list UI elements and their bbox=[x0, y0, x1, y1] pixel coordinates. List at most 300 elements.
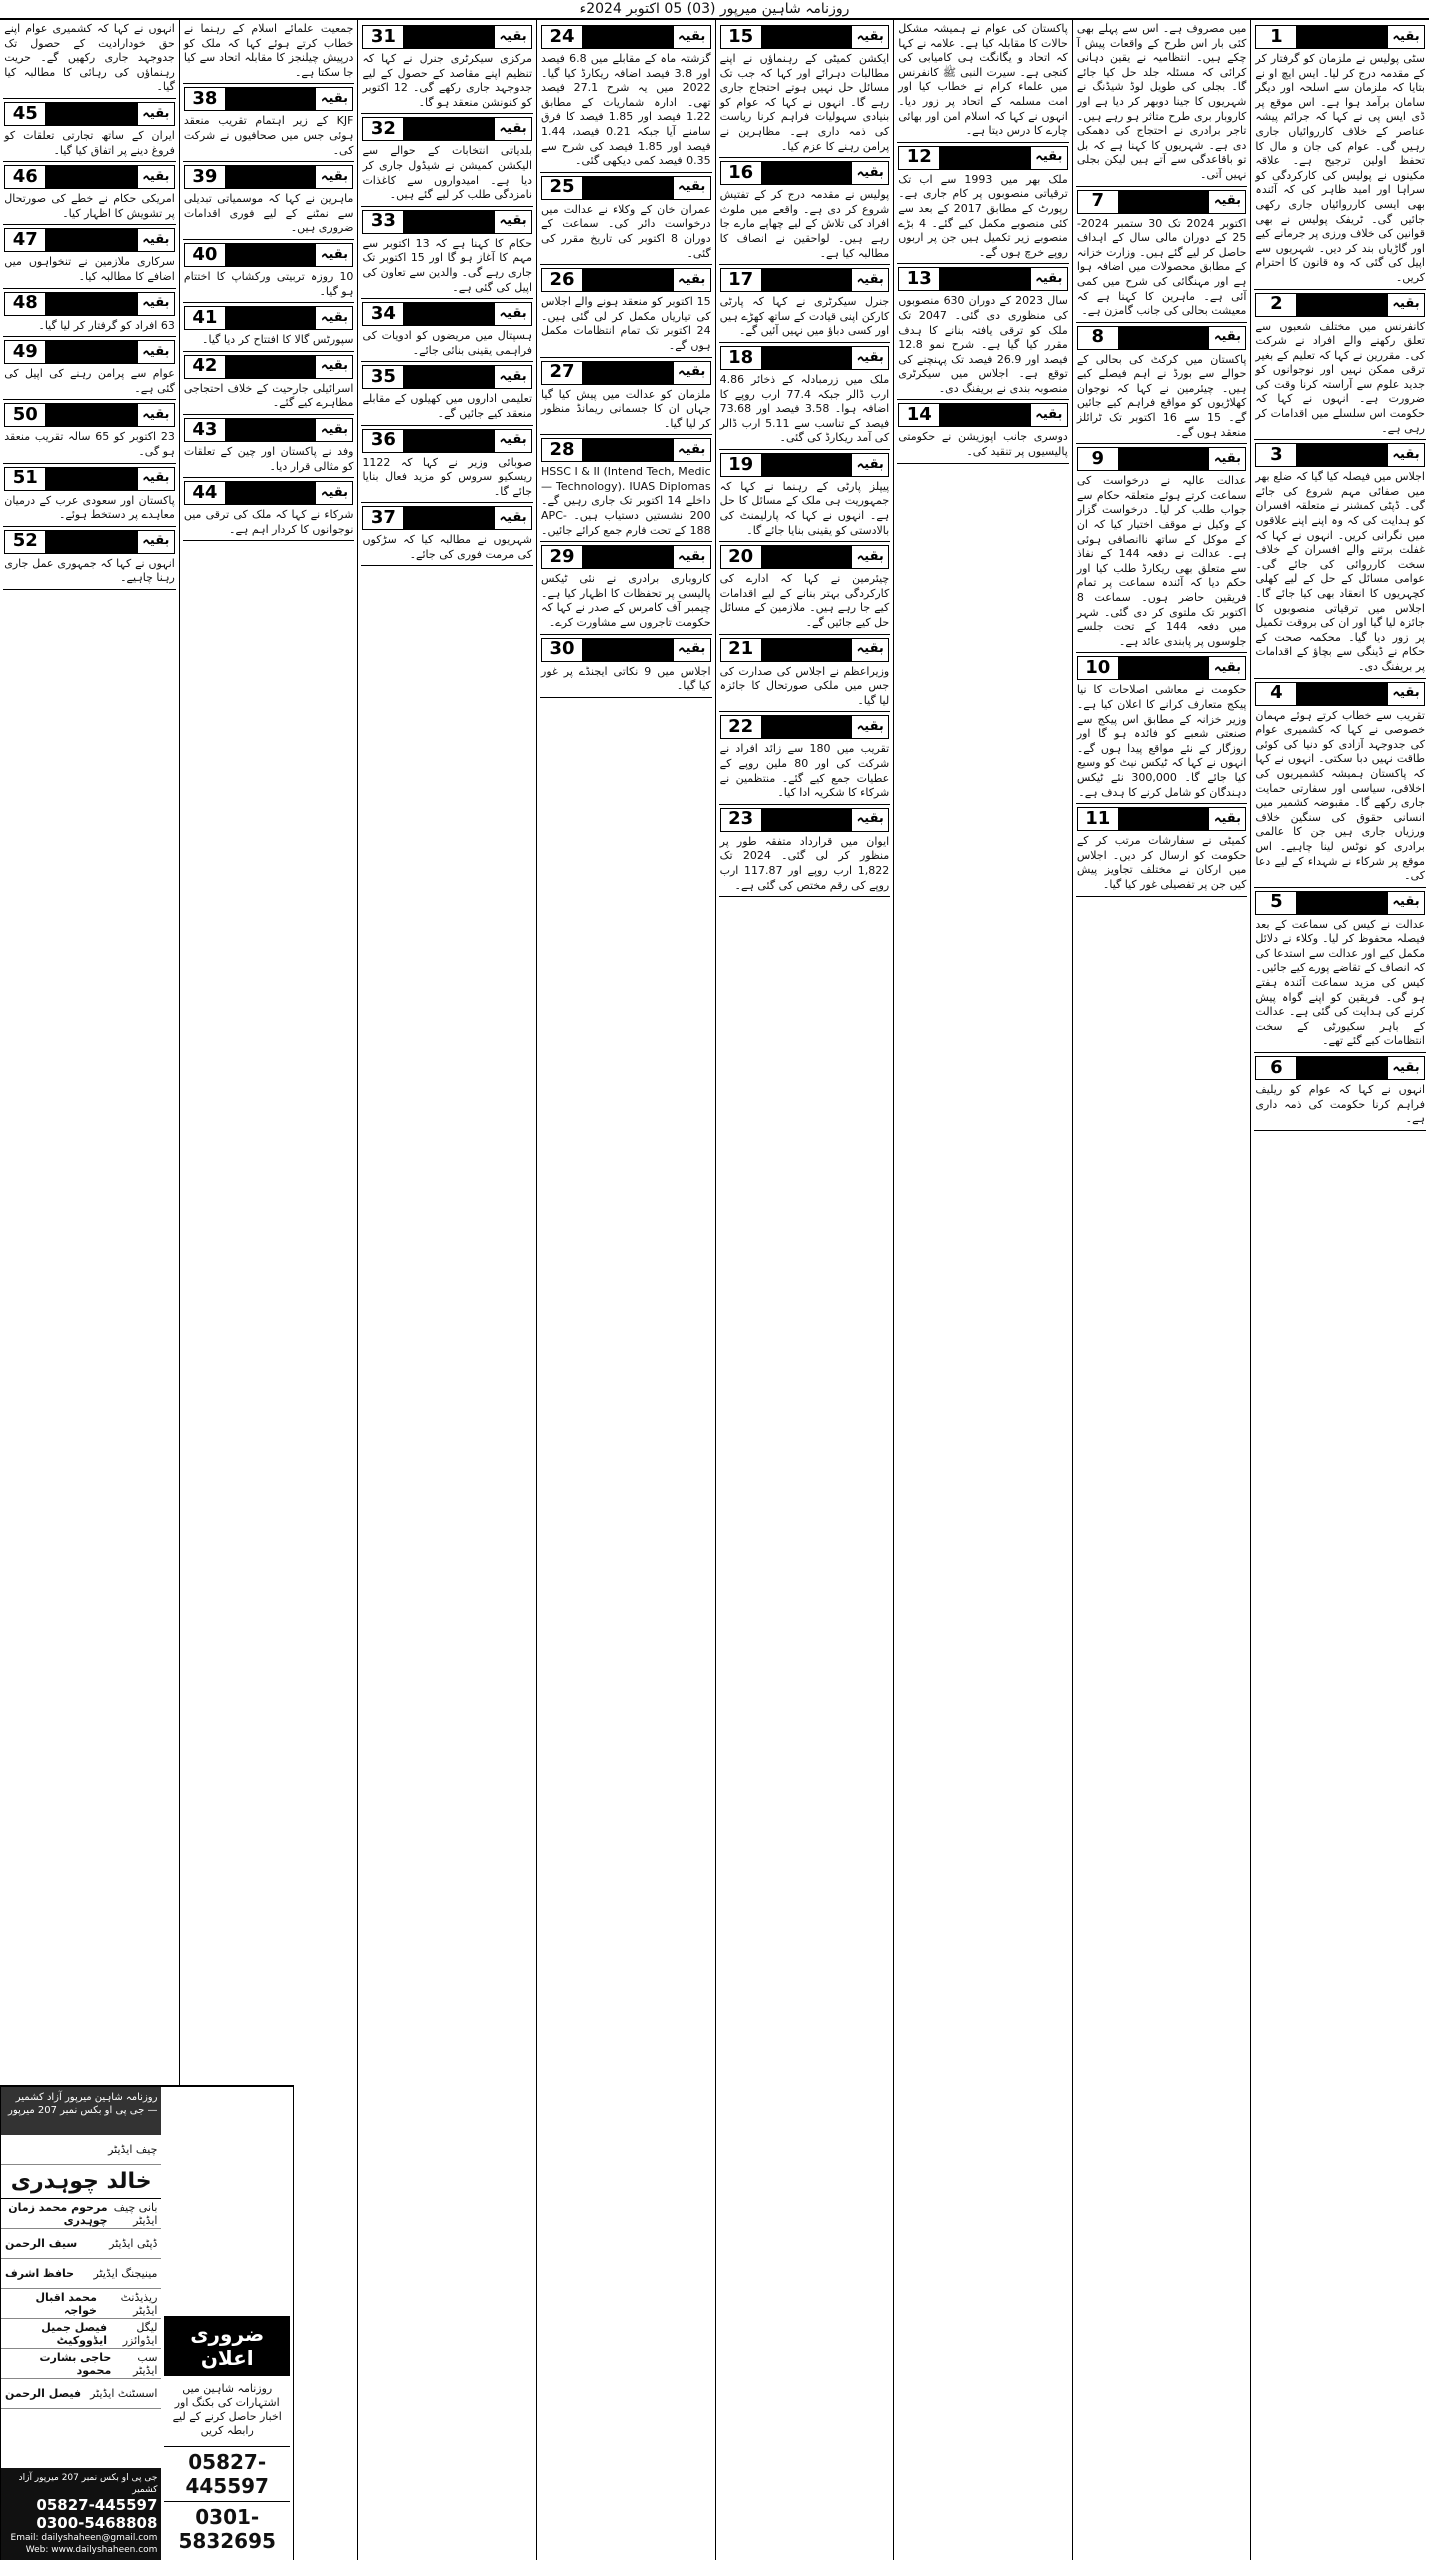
staff-row bbox=[1, 2379, 161, 2409]
header-black-bar bbox=[761, 269, 853, 291]
continuation-header bbox=[362, 302, 532, 326]
chief-label: چیف ایڈیٹر bbox=[108, 2143, 158, 2156]
story-text: سرکاری ملازمین نے تنخواہوں میں اضافے کا مطالبہ کیا۔ bbox=[4, 255, 175, 283]
announcement-phone-1: 05827-445597 bbox=[164, 2446, 290, 2501]
continuation-header bbox=[1077, 656, 1247, 680]
continuation-header bbox=[362, 429, 532, 453]
chief-label-row bbox=[1, 2135, 161, 2165]
staff-role: مینیجنگ ایڈیٹر bbox=[93, 2267, 158, 2280]
continuation-number: 17 bbox=[721, 269, 761, 291]
continuation-number: 1 bbox=[1256, 26, 1296, 48]
header-black-bar bbox=[225, 88, 317, 110]
header-black-bar bbox=[582, 269, 674, 291]
header-black-bar bbox=[1296, 683, 1388, 705]
header-black-bar bbox=[225, 356, 317, 378]
continuation-number: 32 bbox=[363, 118, 403, 140]
story-text: میں مصروف ہے۔ اس سے پہلے بھی کئی بار اس طرح کے واقعات پیش آ چکے ہیں۔ انتظامیہ نے یقین دہانی کرائی کہ مسئلہ جلد حل کیا جائے گا۔ بجلی کی طویل لوڈ شیڈنگ نے شہریوں کا جینا دوبھر کر دیا ہے اور کاروبار بری طرح متاثر ہو رہے ہیں۔ تاجر برادری نے احتجاج کی دھمکی دی ہے۔ شہریوں کا کہنا ہے کہ بل تو باقاعدگی سے آتے ہیں لیکن بجلی نہیں آتی۔ bbox=[1076, 22, 1247, 181]
story-text: صوبائی وزیر نے کہا کہ 1122 ریسکیو سروس کو مزید فعال بنایا جائے گا۔ bbox=[362, 455, 533, 498]
staff-name: فیصل الرحمن bbox=[5, 2387, 82, 2400]
continuation-header bbox=[4, 228, 175, 252]
staff-row bbox=[1, 2289, 161, 2319]
continuation-label: بقیہ bbox=[1031, 147, 1067, 169]
story-text: وفد نے پاکستان اور چین کے تعلقات کو مثالی قرار دیا۔ bbox=[183, 444, 354, 473]
continuation-number: 39 bbox=[185, 166, 225, 188]
continuation-header bbox=[4, 467, 175, 491]
header-black-bar bbox=[225, 419, 317, 441]
story-text: چیئرمین نے کہا کہ ادارے کی کارکردگی بہتر بنانے کے لیے اقدامات کیے جا رہے ہیں۔ ملازمین کے مسائل حل کیے جائیں گے۔ bbox=[719, 572, 890, 630]
header-black-bar bbox=[761, 347, 853, 369]
continuation-header bbox=[720, 346, 890, 370]
continuation-number: 29 bbox=[542, 546, 582, 568]
story-text: بلدیاتی انتخابات کے حوالے سے الیکشن کمیشن نے شیڈول جاری کر دیا ہے۔ امیدواروں سے کاغذات نامزدگی طلب کر لیے گئے ہیں۔ bbox=[362, 144, 533, 202]
continuation-label: بقیہ bbox=[852, 26, 888, 48]
story-block bbox=[1076, 447, 1248, 653]
continuation-header bbox=[184, 481, 354, 505]
continuation-header bbox=[541, 545, 711, 569]
continuation-label: بقیہ bbox=[316, 307, 352, 329]
continuation-header bbox=[1077, 190, 1247, 214]
continuation-number: 23 bbox=[721, 809, 761, 831]
header-black-bar bbox=[761, 26, 853, 48]
continuation-number: 5 bbox=[1256, 892, 1296, 914]
story-text: اسرائیلی جارحیت کے خلاف احتجاجی مظاہرے کیے گئے۔ bbox=[183, 381, 354, 410]
continuation-number: 37 bbox=[363, 507, 403, 529]
continuation-number: 2 bbox=[1256, 294, 1296, 316]
continuation-number: 41 bbox=[185, 307, 225, 329]
story-text: دوسری جانب اپوزیشن نے حکومتی پالیسیوں پر تنقید کی۔ bbox=[898, 430, 1068, 459]
story-text: انہوں نے کہا کہ جمہوری عمل جاری رہنا چاہیے۔ bbox=[4, 556, 175, 585]
story-text: پیپلز پارٹی کے رہنما نے کہا کہ جمہوریت ہی ملک کے مسائل کا حل ہے۔ انہوں نے کہا کہ پارلیمنٹ کی بالادستی کو یقینی بنایا جائے گا۔ bbox=[719, 479, 890, 537]
story-block bbox=[361, 25, 533, 114]
header-black-bar bbox=[45, 531, 138, 553]
story-text: گزشتہ ماہ کے مقابلے میں 6.8 فیصد اور 3.8 فیصد اضافہ ریکارڈ کیا گیا۔ 2022 میں یہ شرح 27.1 فیصد تھی۔ ادارہ شماریات کے مطابق 1.22 فیصد اور 1.85 فیصد کا فرق سامنے آیا جبکہ 0.21 فیصد، 1.44 فیصد اور 1.85 فیصد کی شرح سے 0.35 فیصد کمی دیکھی گئی۔ bbox=[541, 52, 711, 168]
continuation-header bbox=[720, 268, 890, 292]
continuation-number: 20 bbox=[721, 546, 761, 568]
header-black-bar bbox=[225, 482, 317, 504]
story-block bbox=[183, 243, 355, 303]
header-black-bar bbox=[225, 166, 317, 188]
continuation-label: بقیہ bbox=[1388, 294, 1424, 316]
header-black-bar bbox=[45, 404, 138, 426]
header-black-bar bbox=[45, 229, 138, 251]
continuation-label: بقیہ bbox=[138, 166, 174, 188]
continuation-number: 25 bbox=[542, 177, 582, 199]
announcement-title: ضروری اعلان bbox=[164, 2316, 290, 2376]
continuation-number: 49 bbox=[5, 341, 45, 363]
story-block bbox=[361, 365, 533, 425]
continuation-label: بقیہ bbox=[138, 103, 174, 125]
staff-row bbox=[1, 2259, 161, 2289]
staff-name: محمد اقبال خواجہ bbox=[35, 2290, 97, 2317]
continuation-label: بقیہ bbox=[138, 531, 174, 553]
continuation-label: بقیہ bbox=[495, 303, 531, 325]
continuation-number: 24 bbox=[542, 26, 582, 48]
story-block bbox=[183, 306, 355, 352]
story-block bbox=[1254, 25, 1426, 290]
header-black-bar bbox=[1118, 808, 1210, 830]
contact-email[interactable]: Email: dailyshaheen@gmail.com bbox=[10, 2533, 158, 2543]
story-text: 10 روزہ تربیتی ورکشاپ کا اختتام ہو گیا۔ bbox=[183, 269, 354, 298]
header-black-bar bbox=[1296, 26, 1388, 48]
header-black-bar bbox=[761, 162, 853, 184]
continuation-label: بقیہ bbox=[1388, 683, 1424, 705]
story-text: کمیٹی نے سفارشات مرتب کر کے حکومت کو ارسال کر دیں۔ اجلاس میں ارکان نے مختلف تجاویز پیش کیں جن پر تفصیلی غور کیا گیا۔ bbox=[1076, 834, 1247, 891]
continuation-label: بقیہ bbox=[316, 482, 352, 504]
continuation-header bbox=[362, 25, 532, 49]
staff-list bbox=[1, 2199, 161, 2468]
header-black-bar bbox=[403, 211, 495, 233]
story-block bbox=[719, 453, 891, 542]
header-black-bar bbox=[403, 303, 495, 325]
header-black-bar bbox=[403, 507, 495, 529]
header-black-bar bbox=[403, 26, 495, 48]
masthead-dateline: روزنامہ شاہین میرپور (03) 05 اکتوبر 2024ء bbox=[0, 0, 1429, 20]
header-black-bar bbox=[1296, 892, 1388, 914]
continuation-number: 12 bbox=[899, 147, 939, 169]
header-black-bar bbox=[1296, 294, 1388, 316]
story-block bbox=[183, 481, 355, 541]
story-text: اکتوبر 2024 تک 30 ستمبر 2024-25 کے دوران مالی سال کے اہداف حاصل کر لیے گئے ہیں۔ وزارت خزانہ کے مطابق محصولات میں اضافہ ہوا ہے اور مہنگائی کی شرح میں کمی آئی ہے۔ ماہرین کا کہنا ہے کہ معیشت بحالی کی جانب گامزن ہے۔ bbox=[1076, 216, 1247, 318]
continuation-label: بقیہ bbox=[1209, 327, 1245, 349]
continuation-label: بقیہ bbox=[138, 468, 174, 490]
header-black-bar bbox=[403, 366, 495, 388]
continuation-header bbox=[720, 545, 890, 569]
staff-role: بانی چیف ایڈیٹر bbox=[113, 2200, 158, 2227]
story-block bbox=[3, 165, 176, 225]
continuation-label: بقیہ bbox=[852, 639, 888, 661]
story-block bbox=[183, 22, 355, 84]
header-black-bar bbox=[45, 293, 138, 315]
story-block bbox=[361, 210, 533, 299]
story-block bbox=[897, 22, 1069, 143]
header-black-bar bbox=[45, 341, 138, 363]
story-block bbox=[719, 545, 891, 634]
continuation-number: 28 bbox=[542, 439, 582, 461]
header-black-bar bbox=[403, 118, 495, 140]
continuation-label: بقیہ bbox=[138, 404, 174, 426]
header-black-bar bbox=[1296, 444, 1388, 466]
staff-row bbox=[1, 2319, 161, 2349]
story-block bbox=[540, 438, 712, 542]
continuation-label: بقیہ bbox=[495, 118, 531, 140]
continuation-header bbox=[4, 340, 175, 364]
header-black-bar bbox=[1118, 657, 1210, 679]
continuation-header bbox=[541, 638, 711, 662]
story-block bbox=[3, 467, 176, 527]
continuation-number: 11 bbox=[1078, 808, 1118, 830]
continuation-number: 15 bbox=[721, 26, 761, 48]
story-block bbox=[540, 176, 712, 265]
story-text: عوام سے پرامن رہنے کی اپیل کی گئی ہے۔ bbox=[4, 367, 175, 395]
header-black-bar bbox=[939, 147, 1031, 169]
column-5 bbox=[536, 20, 715, 2560]
header-black-bar bbox=[761, 546, 853, 568]
story-text: پولیس نے مقدمہ درج کر کے تفتیش شروع کر دی ہے۔ واقعے میں ملوث افراد کی تلاش کے لیے چھاپے مارے جا رہے ہیں۔ لواحقین نے انصاف کا مطالبہ کیا ہے۔ bbox=[719, 188, 890, 260]
announcement-phone-2: 0301-5832695 bbox=[164, 2501, 290, 2556]
continuation-label: بقیہ bbox=[495, 430, 531, 452]
continuation-header bbox=[720, 161, 890, 185]
story-text: امریکی حکام نے خطے کی صورتحال پر تشویش کا اظہار کیا۔ bbox=[4, 192, 175, 220]
story-text: 15 اکتوبر کو منعقد ہونے والے اجلاس کی تیاریاں مکمل کر لی گئی ہیں۔ 24 اکتوبر تک تمام انتظامات مکمل ہوں گے۔ bbox=[541, 295, 711, 352]
continuation-number: 10 bbox=[1078, 657, 1118, 679]
story-block bbox=[719, 346, 891, 450]
continuation-header bbox=[1077, 326, 1247, 350]
continuation-number: 46 bbox=[5, 166, 45, 188]
header-black-bar bbox=[761, 809, 853, 831]
header-black-bar bbox=[582, 362, 674, 384]
staff-row bbox=[1, 2199, 161, 2229]
continuation-header bbox=[541, 176, 711, 200]
continuation-header bbox=[898, 146, 1068, 170]
continuation-number: 26 bbox=[542, 269, 582, 291]
story-text: شہریوں نے مطالبہ کیا کہ سڑکوں کی مرمت فوری کی جائے۔ bbox=[362, 533, 533, 561]
continuation-number: 47 bbox=[5, 229, 45, 251]
story-block bbox=[183, 165, 355, 240]
continuation-label: بقیہ bbox=[316, 244, 352, 266]
staff-role: اسسٹنٹ ایڈیٹر bbox=[90, 2387, 158, 2400]
continuation-label: بقیہ bbox=[1031, 404, 1067, 426]
chief-editor-name: خالد چوہدری bbox=[1, 2165, 161, 2199]
story-block bbox=[540, 545, 712, 634]
story-block bbox=[1076, 326, 1248, 445]
story-block bbox=[3, 340, 176, 400]
story-text: پاکستان میں کرکٹ کی بحالی کے حوالے سے بورڈ نے اہم فیصلے کیے ہیں۔ چیئرمین نے کہا کہ نوجوان کھلاڑیوں کو مواقع فراہم کیے جائیں گے۔ 15 سے 16 اکتوبر تک ٹرائلز منعقد ہوں گے۔ bbox=[1076, 352, 1247, 439]
story-block bbox=[3, 292, 176, 338]
story-block bbox=[361, 429, 533, 504]
continuation-label: بقیہ bbox=[674, 26, 710, 48]
continuation-label: بقیہ bbox=[674, 269, 710, 291]
contact-block bbox=[1, 2468, 161, 2560]
story-block bbox=[3, 228, 176, 288]
continuation-number: 22 bbox=[721, 716, 761, 738]
continuation-number: 14 bbox=[899, 404, 939, 426]
continuation-header bbox=[1255, 25, 1425, 49]
continuation-label: بقیہ bbox=[852, 347, 888, 369]
continuation-label: بقیہ bbox=[495, 211, 531, 233]
story-text: 23 اکتوبر کو 65 سالہ تقریب منعقد ہو گی۔ bbox=[4, 430, 175, 458]
continuation-header bbox=[1255, 443, 1425, 467]
continuation-number: 36 bbox=[363, 430, 403, 452]
story-text: ملک میں زرمبادلہ کے ذخائر 4.86 ارب ڈالر جبکہ 77.4 ارب روپے کا اضافہ ہوا۔ 3.58 فیصد اور 73.68 فیصد کے تناسب سے 5.11 ارب ڈالر کی آمد ریکارڈ کی گئی۔ bbox=[719, 372, 890, 445]
continuation-label: بقیہ bbox=[316, 88, 352, 110]
header-black-bar bbox=[1118, 448, 1210, 470]
header-black-bar bbox=[45, 103, 138, 125]
continuation-header bbox=[4, 530, 175, 554]
story-block bbox=[1076, 807, 1248, 896]
continuation-number: 7 bbox=[1078, 191, 1118, 213]
continuation-label: بقیہ bbox=[674, 546, 710, 568]
story-text: عمران خان کے وکلاء نے عدالت میں درخواست دائر کی۔ سماعت کے دوران 8 اکتوبر کی تاریخ مقرر کی گئی۔ bbox=[541, 202, 711, 260]
column-3 bbox=[893, 20, 1072, 2560]
continuation-header bbox=[541, 268, 711, 292]
header-black-bar bbox=[225, 307, 317, 329]
story-text: کاروباری برادری نے نئی ٹیکس پالیسی پر تحفظات کا اظہار کیا ہے۔ چیمبر آف کامرس کے صدر نے کہا کہ حکومت تاجروں سے مشاورت کرے۔ bbox=[541, 572, 711, 630]
story-block bbox=[897, 146, 1069, 265]
story-block bbox=[1254, 443, 1426, 678]
continuation-label: بقیہ bbox=[852, 269, 888, 291]
contact-web[interactable]: Web: www.dailyshaheen.com bbox=[25, 2545, 158, 2555]
continuation-header bbox=[4, 165, 175, 189]
continuation-header bbox=[184, 418, 354, 442]
continuation-header bbox=[1255, 1056, 1425, 1080]
continuation-header bbox=[184, 306, 354, 330]
staff-role: سب ایڈیٹر bbox=[133, 2350, 158, 2377]
story-text: اجلاس میں فیصلہ کیا گیا کہ ضلع بھر میں صفائی مہم شروع کی جائے گی۔ ڈپٹی کمشنر نے متعلقہ افسران کو ہدایت کی کہ وہ اپنے اپنے علاقوں میں نگرانی کریں۔ انہوں نے کہا کہ غفلت برتنے والے افسران کے خلاف سخت کارروائی کی جائے گی۔ عوامی مسائل کے حل کے لیے کھلی کچہریوں کا انعقاد بھی کیا جائے گا۔ اجلاس میں ترقیاتی منصوبوں کا جائزہ لیا گیا اور ان کی بروقت تکمیل پر زور دیا گیا۔ محکمہ صحت کے حکام نے ڈینگی سے بچاؤ کے اقدامات پر بریفنگ دی۔ bbox=[1255, 470, 1425, 673]
header-black-bar bbox=[1118, 191, 1210, 213]
continuation-number: 33 bbox=[363, 211, 403, 233]
continuation-header bbox=[184, 87, 354, 111]
continuation-header bbox=[541, 25, 711, 49]
continuation-header bbox=[720, 453, 890, 477]
story-text: انہوں نے کہا کہ عوام کو ریلیف فراہم کرنا حکومت کی ذمہ داری ہے۔ bbox=[1255, 1083, 1425, 1126]
contact-phone-1: 05827-445597 bbox=[36, 2496, 158, 2514]
continuation-label: بقیہ bbox=[138, 229, 174, 251]
story-text: حکام کا کہنا ہے کہ 13 اکتوبر سے مہم کا آغاز ہو گا اور 15 اکتوبر تک جاری رہے گی۔ والدین سے تعاون کی اپیل کی گئی ہے۔ bbox=[362, 236, 533, 294]
continuation-label: بقیہ bbox=[316, 356, 352, 378]
story-block bbox=[183, 355, 355, 415]
story-block bbox=[897, 267, 1069, 400]
continuation-label: بقیہ bbox=[1209, 808, 1245, 830]
column-2 bbox=[1072, 20, 1251, 2560]
continuation-number: 35 bbox=[363, 366, 403, 388]
continuation-label: بقیہ bbox=[674, 177, 710, 199]
story-block bbox=[540, 638, 712, 698]
continuation-header bbox=[541, 361, 711, 385]
column-6 bbox=[357, 20, 536, 2560]
story-block bbox=[183, 87, 355, 162]
continuation-header bbox=[898, 403, 1068, 427]
story-block bbox=[1254, 1056, 1426, 1131]
column-1 bbox=[1250, 20, 1429, 2560]
continuation-label: بقیہ bbox=[1209, 191, 1245, 213]
story-block bbox=[361, 117, 533, 206]
continuation-label: بقیہ bbox=[1388, 1057, 1424, 1079]
continuation-number: 8 bbox=[1078, 327, 1118, 349]
continuation-number: 9 bbox=[1078, 448, 1118, 470]
story-block bbox=[719, 25, 891, 158]
continuation-label: بقیہ bbox=[1209, 657, 1245, 679]
continuation-header bbox=[184, 355, 354, 379]
announcement-text: روزنامہ شاہین میں اشتہارات کی بکنگ اور اخبار حاصل کرنے کے لیے رابطہ کریں bbox=[172, 2382, 282, 2437]
header-black-bar bbox=[761, 454, 853, 476]
continuation-number: 19 bbox=[721, 454, 761, 476]
continuation-label: بقیہ bbox=[495, 26, 531, 48]
story-block bbox=[1076, 22, 1248, 187]
continuation-header bbox=[1077, 447, 1247, 471]
header-black-bar bbox=[45, 166, 138, 188]
story-block bbox=[1076, 656, 1248, 804]
story-text: سال 2023 کے دوران 630 منصوبوں کی منظوری دی گئی۔ 2047 تک ملک کو ترقی یافتہ بنانے کا ہدف مقرر کیا گیا ہے۔ شرح نمو 12.8 فیصد اور 26.9 فیصد تک پہنچنے کی توقع ہے۔ اجلاس میں سیکرٹری منصوبہ بندی نے بریفنگ دی۔ bbox=[898, 294, 1068, 395]
staff-name: حاجی بشارت محمود bbox=[39, 2350, 112, 2377]
story-block bbox=[1254, 682, 1426, 888]
staff-role: لیگل ایڈوائزر bbox=[122, 2320, 158, 2347]
continuation-number: 51 bbox=[5, 468, 45, 490]
staff-name: سیف الرحمن bbox=[5, 2237, 78, 2250]
continuation-label: بقیہ bbox=[1209, 448, 1245, 470]
continuation-number: 52 bbox=[5, 531, 45, 553]
story-text: عدالت عالیہ نے درخواست کی سماعت کرتے ہوئے متعلقہ حکام سے جواب طلب کر لیا۔ درخواست گزار کے وکیل نے موقف اختیار کیا کہ ان کے موکل کے ساتھ ناانصافی ہوئی ہے۔ عدالت نے دفعہ 144 کے نفاذ سے متعلق بھی ریکارڈ طلب کیا اور حکم دیا کہ آئندہ سماعت پر تمام فریقین حاضر ہوں۔ سماعت 8 اکتوبر تک ملتوی کر دی گئی۔ شہر میں دفعہ 144 کے تحت جلسے جلوسوں پر پابندی عائد ہے۔ bbox=[1076, 474, 1247, 648]
continuation-header bbox=[1077, 807, 1247, 831]
story-block bbox=[361, 506, 533, 566]
info-box bbox=[0, 2085, 294, 2560]
staff-role: ڈپٹی ایڈیٹر bbox=[109, 2237, 158, 2250]
continuation-header bbox=[362, 506, 532, 530]
continuation-number: 34 bbox=[363, 303, 403, 325]
contact-phone-2: 0300-5468808 bbox=[36, 2514, 158, 2532]
header-black-bar bbox=[761, 639, 853, 661]
continuation-number: 44 bbox=[185, 482, 225, 504]
story-text: ماہرین نے کہا کہ موسمیاتی تبدیلی سے نمٹنے کے لیے فوری اقدامات ضروری ہیں۔ bbox=[183, 192, 354, 235]
continuation-header bbox=[362, 365, 532, 389]
continuation-label: بقیہ bbox=[674, 362, 710, 384]
story-block bbox=[719, 638, 891, 713]
story-text: اجلاس میں 9 نکاتی ایجنڈے پر غور کیا گیا۔ bbox=[541, 664, 711, 693]
continuation-number: 16 bbox=[721, 162, 761, 184]
continuation-number: 50 bbox=[5, 404, 45, 426]
continuation-number: 6 bbox=[1256, 1057, 1296, 1079]
story-text: ملزمان کو عدالت میں پیش کیا گیا جہاں ان کا جسمانی ریمانڈ منظور کر لیا گیا۔ bbox=[541, 387, 711, 430]
continuation-header bbox=[720, 715, 890, 739]
story-block bbox=[3, 102, 176, 162]
story-block bbox=[3, 22, 176, 99]
header-black-bar bbox=[1296, 1057, 1388, 1079]
staff-row bbox=[1, 2349, 161, 2379]
story-block bbox=[719, 268, 891, 343]
continuation-header bbox=[362, 117, 532, 141]
story-text: عدالت نے کیس کی سماعت کے بعد فیصلہ محفوظ کر لیا۔ وکلاء نے دلائل مکمل کیے اور عدالت سے استدعا کی کہ انصاف کے تقاضے پورے کیے جائیں۔ کیس کی مزید سماعت آئندہ ہفتے ہو گی۔ فریقین کو اپنے گواہ پیش کرنے کی ہدایت کی گئی ہے۔ عدالت کے باہر سکیورٹی کے سخت انتظامات کیے گئے تھے۔ bbox=[1255, 917, 1425, 1048]
story-text: ایران کے ساتھ تجارتی تعلقات کو فروغ دینے پر اتفاق کیا گیا۔ bbox=[4, 128, 175, 157]
header-black-bar bbox=[582, 439, 674, 461]
story-text: تقریب میں 180 سے زائد افراد نے شرکت کی اور 80 ملین روپے کے عطیات جمع کیے گئے۔ منتظمین نے شرکاء کا شکریہ ادا کیا۔ bbox=[719, 742, 890, 800]
story-block bbox=[361, 302, 533, 362]
story-text: ہسپتال میں مریضوں کو ادویات کی فراہمی یقینی بنائی جائے۔ bbox=[362, 329, 533, 357]
header-black-bar bbox=[939, 268, 1031, 290]
continuation-label: بقیہ bbox=[495, 366, 531, 388]
continuation-header bbox=[4, 292, 175, 316]
staff-top-note: روزنامہ شاہین میرپور آزاد کشمیر — جی پی او بکس نمبر 207 میرپور bbox=[1, 2087, 161, 2135]
continuation-header bbox=[184, 243, 354, 267]
continuation-number: 43 bbox=[185, 419, 225, 441]
continuation-header bbox=[184, 165, 354, 189]
story-block bbox=[540, 25, 712, 173]
header-black-bar bbox=[582, 639, 674, 661]
story-text: ایوان میں قرارداد متفقہ طور پر منظور کر لی گئی۔ 2024 تک 1,822 ارب روپے اور 117.87 ارب روپے کی رقم مختص کی گئی ہے۔ bbox=[719, 834, 890, 892]
continuation-number: 40 bbox=[185, 244, 225, 266]
staff-name: فیصل جمیل ایڈووکیٹ bbox=[41, 2320, 108, 2347]
header-black-bar bbox=[939, 404, 1031, 426]
story-text: پاکستان کی عوام نے ہمیشہ مشکل حالات کا مقابلہ کیا ہے۔ علامہ نے کہا کہ اتحاد و یگانگت ہی کامیابی کی کنجی ہے۔ سیرت النبی ﷺ کانفرنس میں علماء کرام نے خطاب کیا اور امت مسلمہ کے اتحاد پر زور دیا۔ انہوں نے کہا کہ اسلام امن اور بھائی چارے کا درس دیتا ہے۔ bbox=[898, 22, 1068, 138]
story-text: KJF کے زیر اہتمام تقریب منعقد ہوئی جس میں صحافیوں نے شرکت کی۔ bbox=[183, 114, 354, 157]
story-text: پاکستان اور سعودی عرب کے درمیان معاہدے پر دستخط ہوئے۔ bbox=[4, 493, 175, 522]
story-block bbox=[3, 530, 176, 590]
story-block bbox=[1254, 293, 1426, 441]
continuation-number: 38 bbox=[185, 88, 225, 110]
continuation-label: بقیہ bbox=[316, 166, 352, 188]
continuation-header bbox=[720, 638, 890, 662]
story-text: شرکاء نے کہا کہ ملک کی ترقی میں نوجوانوں کا کردار اہم ہے۔ bbox=[183, 508, 354, 536]
story-text: جنرل سیکرٹری نے کہا کہ پارٹی کارکن اپنی قیادت کے ساتھ کھڑے ہیں اور کسی دباؤ میں نہیں آئیں گے۔ bbox=[719, 295, 890, 338]
continuation-number: 45 bbox=[5, 103, 45, 125]
continuation-label: بقیہ bbox=[852, 809, 888, 831]
story-text: ایکشن کمیٹی کے رہنماؤں نے اپنے مطالبات دہرائے اور کہا کہ جب تک مسائل حل نہیں ہوتے احتجاج جاری رہے گا۔ انہوں نے کہا کہ عوام کو بنیادی سہولیات فراہم کرنا ریاست کی ذمہ داری ہے۔ مظاہرین نے پرامن رہنے کا عزم کیا۔ bbox=[719, 52, 890, 153]
continuation-label: بقیہ bbox=[852, 546, 888, 568]
header-black-bar bbox=[582, 546, 674, 568]
continuation-header bbox=[362, 210, 532, 234]
continuation-header bbox=[4, 403, 175, 427]
staff-row bbox=[1, 2229, 161, 2259]
continuation-label: بقیہ bbox=[138, 341, 174, 363]
continuation-label: بقیہ bbox=[852, 454, 888, 476]
